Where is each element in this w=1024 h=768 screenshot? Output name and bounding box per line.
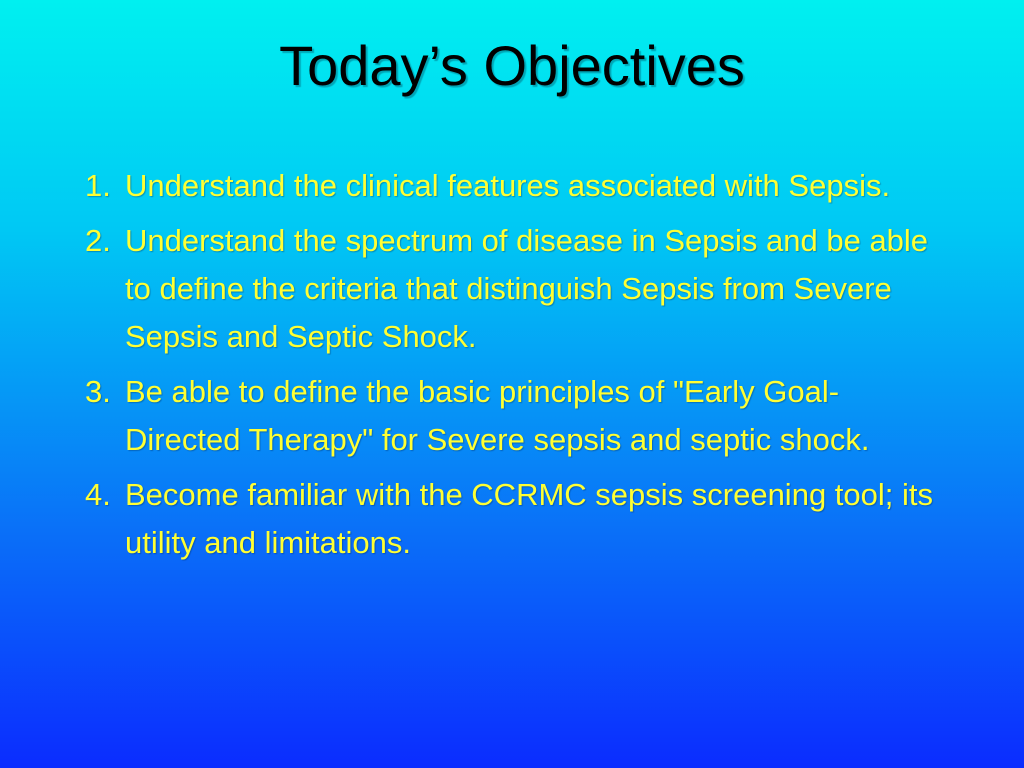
objective-item-2 (85, 217, 945, 361)
objective-text: Understand the clinical features associated with Sepsis. (125, 168, 891, 203)
objective-text: Be able to define the basic principles of "Early Goal-Directed Therapy" for Severe sepsis and septic shock. (125, 374, 870, 457)
objective-item-1 (85, 162, 945, 210)
objective-text: Become familiar with the CCRMC sepsis screening tool; its utility and limitations. (125, 477, 933, 560)
slide-title: Today’s Objectives (279, 34, 745, 97)
objectives-list (85, 162, 945, 574)
objective-item-3 (85, 368, 945, 464)
objective-number: 3. (85, 374, 111, 409)
objective-number: 4. (85, 477, 111, 512)
objective-number: 1. (85, 168, 111, 203)
objective-item-4 (85, 471, 945, 567)
objective-text: Understand the spectrum of disease in Sepsis and be able to define the criteria that distinguish Sepsis from Severe Sepsis and Septic Shock. (125, 223, 929, 354)
objective-number: 2. (85, 223, 111, 258)
